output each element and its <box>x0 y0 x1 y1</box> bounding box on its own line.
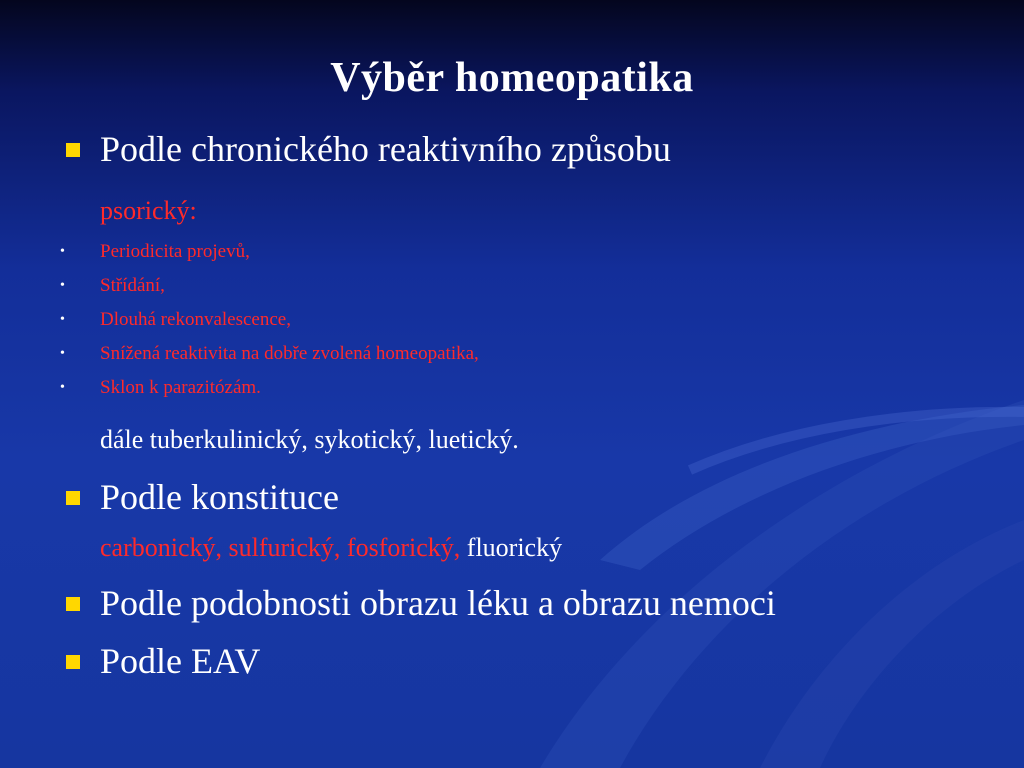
list-item-text: Střídání, <box>100 275 165 296</box>
chronic-types-note: dále tuberkulinický, sykotický, luetický. <box>100 425 519 454</box>
bullet-text: Podle konstituce <box>100 477 339 517</box>
list-item <box>60 241 250 263</box>
bullet-text: Podle podobnosti obrazu léku a obrazu nemoci <box>100 583 776 623</box>
constitution-types-white: fluorický <box>466 533 563 562</box>
slide-title: Výběr homeopatika <box>330 55 694 101</box>
bullet-text: Podle EAV <box>100 641 261 681</box>
square-bullet-icon <box>66 143 80 157</box>
square-bullet-icon <box>66 597 80 611</box>
bullet-eav <box>66 640 260 682</box>
list-item <box>60 309 291 331</box>
list-item-text: Sklon k parazitózám. <box>100 377 261 398</box>
dot-bullet-icon: • <box>60 312 65 327</box>
dot-bullet-icon: • <box>60 380 65 395</box>
dot-bullet-icon: • <box>60 278 65 293</box>
dot-bullet-icon: • <box>60 346 65 361</box>
square-bullet-icon <box>66 491 80 505</box>
constitution-types <box>100 533 562 563</box>
list-item-text: Periodicita projevů, <box>100 241 250 262</box>
psoric-heading: psorický: <box>100 196 197 225</box>
list-item <box>60 343 479 365</box>
dot-bullet-icon: • <box>60 244 65 259</box>
bullet-chronic-reactive <box>66 128 671 170</box>
list-item-text: Dlouhá rekonvalescence, <box>100 309 291 330</box>
bullet-constitution <box>66 476 339 518</box>
list-item <box>60 275 165 297</box>
bullet-text: Podle chronického reaktivního způsobu <box>100 129 671 169</box>
list-item-text: Snížená reaktivita na dobře zvolená homeopatika, <box>100 343 479 364</box>
constitution-types-red: carbonický, sulfurický, fosforický, <box>100 533 461 562</box>
bullet-similarity <box>66 582 776 624</box>
list-item <box>60 377 261 399</box>
square-bullet-icon <box>66 655 80 669</box>
